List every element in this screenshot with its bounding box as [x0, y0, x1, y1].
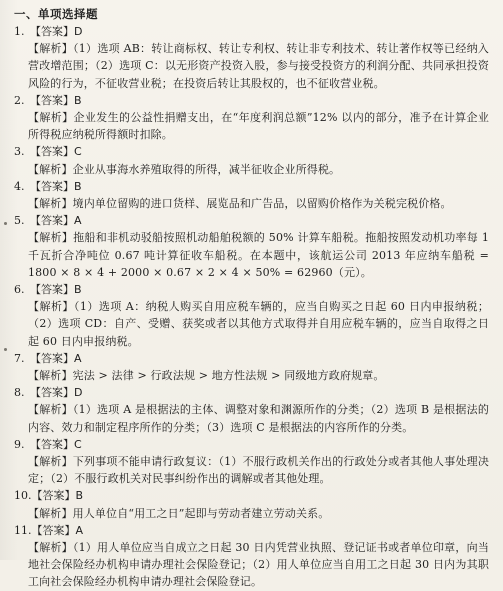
page-edge-mark: [4, 222, 7, 225]
answer-line: [14, 178, 489, 195]
analysis-text: 【解析】（1）用人单位应当自成立之日起 30 日内凭营业执照、登记证书或者单位印章，向当地社会保险经办机构申请办理社会保险登记；（2）用人单位应当自用工之日起 30 日内为其职工向社会保险经办机构申请办理社会保险登记。: [28, 540, 489, 589]
answer-text: 【答案】B: [30, 179, 82, 193]
answer-text: 【答案】D: [30, 386, 83, 400]
answer-line: [14, 143, 489, 160]
question-item-1: [14, 23, 489, 92]
analysis-text: 【解析】企业从事海水养殖取得的所得，减半征收企业所得税。: [28, 162, 341, 176]
question-number: 3.: [14, 145, 25, 159]
analysis-text: 【解析】用人单位自“用工之日”起即与劳动者建立劳动关系。: [28, 506, 330, 520]
answer-text: 【答案】B: [31, 489, 84, 503]
analysis-text: 【解析】拖船和非机动驳船按照机动船舶税额的 50% 计算车船税。拖船按照发动机功率每 1 千瓦折合净吨位 0.67 吨计算征收车船税。在本题中，该航运公司 2013 年应纳车船税 = 1800 × 8 × 4 + 2000 × 0.67 × 2 × 4 × 50% = 62960（元）。: [28, 231, 489, 279]
question-item-4: [14, 178, 489, 212]
question-item-7: [14, 350, 489, 384]
answer-line: [14, 23, 489, 40]
question-number: 1.: [14, 25, 25, 38]
question-item-10: [14, 487, 489, 521]
answer-text: 【答案】C: [30, 437, 82, 451]
page-edge-mark: [4, 348, 7, 351]
question-number: 11.: [14, 523, 32, 537]
answer-line: [14, 522, 489, 539]
analysis-text: 【解析】下列事项不能申请行政复议：（1）不服行政机关作出的行政处分或者其他人事处理决定；（2）不服行政机关对民事纠纷作出的调解或者其他处理。: [28, 454, 489, 486]
answer-text: 【答案】B: [30, 282, 82, 296]
answer-text: 【答案】B: [30, 93, 82, 107]
answer-line: [14, 92, 489, 109]
question-item-5: [14, 212, 489, 281]
answer-line: [14, 350, 489, 367]
answer-line: [14, 487, 489, 504]
answer-text: 【答案】A: [30, 214, 82, 228]
answer-line: [14, 384, 489, 401]
answer-text: 【答案】C: [30, 145, 82, 159]
answer-line: [14, 212, 489, 229]
question-item-9: [14, 436, 489, 488]
question-item-6: [14, 281, 489, 350]
analysis-text: 【解析】境内单位留购的进口货样、展览品和广告品，以留购价格作为关税完税价格。: [28, 196, 452, 210]
question-number: 8.: [14, 386, 25, 400]
question-item-8: [14, 384, 489, 436]
question-item-2: [14, 92, 489, 144]
analysis-text: 【解析】（1）选项 A：纳税人购买自用应税车辆的，应当自购买之日起 60 日内申报纳税；（2）选项 CD：自产、受赠、获奖或者以其他方式取得并自用应税车辆的，应当自取得之日起 60 日内申报纳税。: [28, 300, 489, 348]
question-number: 10.: [14, 489, 32, 503]
question-number: 6.: [14, 282, 25, 296]
analysis-text: 【解析】（1）选项 A 是根据法的主体、调整对象和渊源所作的分类；（2）选项 B 是根据法的内容、效力和制定程序所作的分类；（3）选项 C 是根据法的内容所作的分类。: [28, 403, 489, 434]
answer-text: 【答案】A: [31, 523, 84, 537]
question-number: 5.: [14, 214, 25, 228]
answer-text: 【答案】A: [30, 351, 82, 365]
question-number: 9.: [14, 437, 25, 451]
analysis-text: 【解析】（1）选项 AB：转让商标权、转让专利权、转让非专利技术、转让著作权等已经纳入营改增范围；（2）选项 C：以无形资产投资入股，参与接受投资方的利润分配、共同承担投资风险的行为，不征收营业税；在投资后转让其股权的，也不征收营业税。: [28, 42, 489, 90]
question-number: 4.: [14, 179, 25, 193]
answer-line: [14, 281, 489, 298]
question-item-3: [14, 143, 489, 177]
question-item-11: [14, 522, 489, 591]
section-title: 一、单项选择题: [14, 7, 98, 21]
answer-text: 【答案】D: [30, 25, 83, 38]
question-number: 2.: [14, 93, 25, 107]
analysis-text: 【解析】企业发生的公益性捐赠支出，在“年度利润总额”12% 以内的部分，准予在计算企业所得税应纳税所得额时扣除。: [28, 110, 489, 142]
answer-line: [14, 436, 489, 453]
analysis-text: 【解析】宪法 > 法律 > 行政法规 > 地方性法规 > 同级地方政府规章。: [28, 368, 385, 382]
question-number: 7.: [14, 351, 25, 365]
